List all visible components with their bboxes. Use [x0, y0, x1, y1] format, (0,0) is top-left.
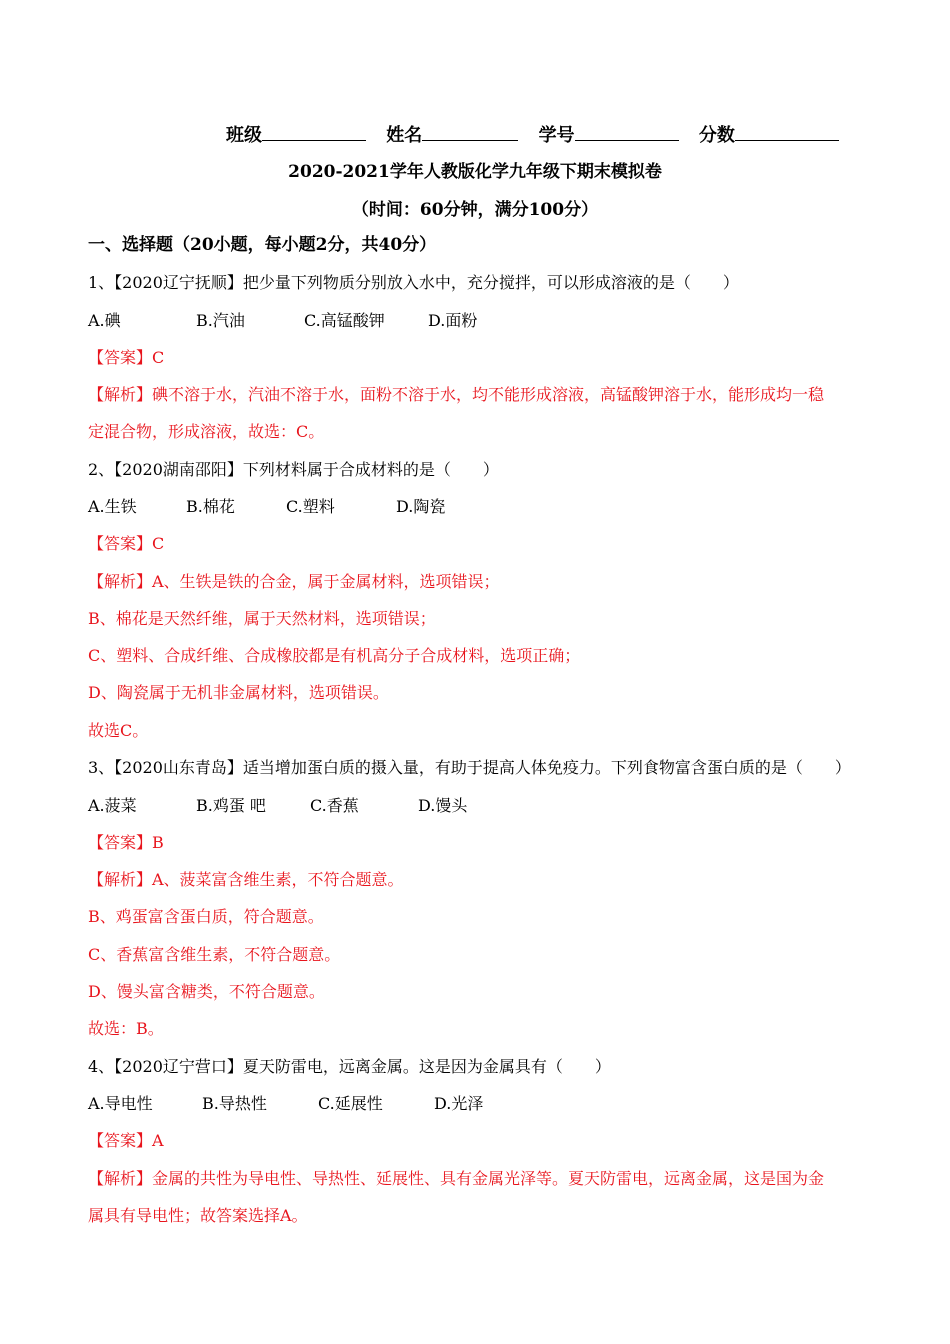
question-4-analysis-cont: 属具有导电性；故答案选择A。 — [88, 1206, 308, 1225]
option-c: C.延展性 — [318, 1094, 383, 1113]
question-4-options — [88, 1093, 483, 1115]
option-c: C.塑料 — [286, 497, 335, 516]
question-3-stem: 3、【2020山东青岛】适当增加蛋白质的摄入量，有助于提高人体免疫力。下列食物富含蛋白质的是（ ） — [88, 758, 851, 777]
question-2-stem: 2、【2020湖南邵阳】下列材料属于合成材料的是（ ） — [88, 460, 499, 479]
name-blank[interactable] — [422, 122, 518, 141]
question-2-analysis: 【解析】A、生铁是铁的合金，属于金属材料，选项错误； — [88, 572, 500, 591]
student-info-header — [226, 122, 839, 147]
page-title: 2020-2021学年人教版化学九年级下期末模拟卷 — [288, 162, 662, 182]
score-blank[interactable] — [735, 122, 839, 141]
option-c: C.高锰酸钾 — [304, 311, 385, 330]
question-1-analysis-cont: 定混合物，形成溶液，故选：C。 — [88, 422, 325, 441]
question-1-analysis: 【解析】碘不溶于水，汽油不溶于水，面粉不溶于水，均不能形成溶液，高锰酸钾溶于水，能形成均一稳 — [88, 385, 825, 404]
question-2-options — [88, 496, 445, 518]
question-3-options — [88, 795, 467, 817]
class-label: 班级 — [226, 125, 262, 146]
question-3-analysis-c: C、香蕉富含维生素，不符合题意。 — [88, 945, 341, 964]
option-a: A.生铁 — [88, 497, 137, 516]
question-3-analysis-d: D、馒头富含糖类，不符合题意。 — [88, 982, 325, 1001]
question-1-options — [88, 310, 477, 332]
option-b: B.导热性 — [202, 1094, 267, 1113]
question-3-analysis-b: B、鸡蛋富含蛋白质，符合题意。 — [88, 907, 324, 926]
question-2-analysis-b: B、棉花是天然纤维，属于天然材料，选项错误； — [88, 609, 436, 628]
option-a: A.导电性 — [88, 1094, 153, 1113]
option-d: D.陶瓷 — [396, 497, 446, 516]
option-d: D.光泽 — [434, 1094, 484, 1113]
page-subtitle: （时间：60分钟，满分100分） — [351, 200, 599, 220]
question-3-analysis: 【解析】A、菠菜富含维生素，不符合题意。 — [88, 870, 404, 889]
number-blank[interactable] — [575, 122, 679, 141]
question-2-answer: 【答案】C — [88, 534, 165, 553]
question-3-answer: 【答案】B — [88, 833, 164, 852]
class-blank[interactable] — [262, 122, 366, 141]
option-b: B.汽油 — [196, 311, 245, 330]
question-1-stem: 1、【2020辽宁抚顺】把少量下列物质分别放入水中，充分搅拌，可以形成溶液的是（ ） — [88, 273, 739, 292]
option-c: C.香蕉 — [310, 796, 359, 815]
question-4-analysis: 【解析】金属的共性为导电性、导热性、延展性、具有金属光泽等。夏天防雷电，远离金属，这是国为金 — [88, 1169, 825, 1188]
question-1-answer: 【答案】C — [88, 348, 165, 367]
option-b: B.鸡蛋 吧 — [196, 796, 266, 815]
question-2-analysis-c: C、塑料、合成纤维、合成橡胶都是有机高分子合成材料，选项正确； — [88, 646, 581, 665]
question-3-conclusion: 故选：B。 — [88, 1019, 164, 1038]
number-label: 学号 — [538, 125, 575, 146]
option-d: D.面粉 — [428, 311, 478, 330]
score-label: 分数 — [698, 125, 735, 146]
name-label: 姓名 — [386, 125, 423, 146]
question-4-stem: 4、【2020辽宁营口】夏天防雷电，远离金属。这是因为金属具有（ ） — [88, 1057, 611, 1076]
question-2-conclusion: 故选C。 — [88, 721, 149, 740]
question-4-answer: 【答案】A — [88, 1131, 164, 1150]
option-d: D.馒头 — [418, 796, 468, 815]
option-b: B.棉花 — [186, 497, 235, 516]
question-2-analysis-d: D、陶瓷属于无机非金属材料，选项错误。 — [88, 683, 389, 702]
option-a: A.菠菜 — [88, 796, 137, 815]
option-a: A.碘 — [88, 311, 121, 330]
section-heading: 一、选择题（20小题，每小题2分，共40分） — [88, 235, 437, 255]
